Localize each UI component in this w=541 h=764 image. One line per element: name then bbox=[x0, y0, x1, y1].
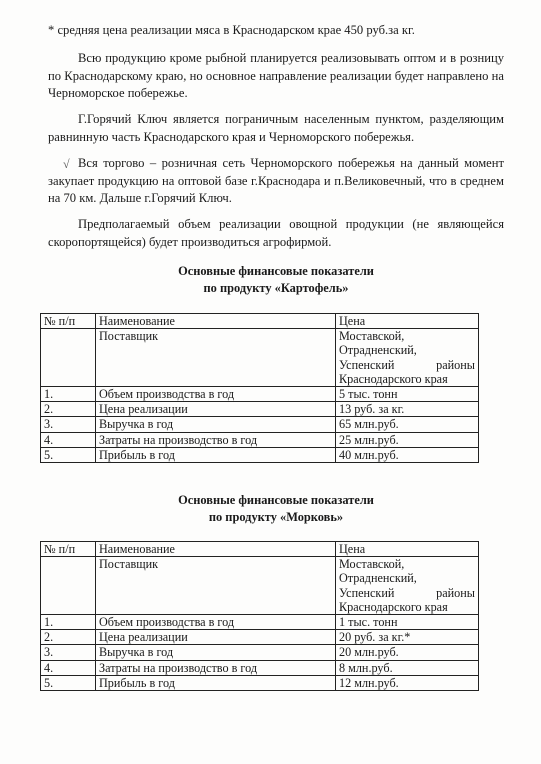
table-row bbox=[41, 660, 479, 675]
row-name: Цена реализации bbox=[96, 402, 336, 417]
paragraph-meat-price-note: * средняя цена реализации мяса в Краснодарском крае 450 руб.за кг. bbox=[48, 23, 415, 37]
row-value: 13 руб. за кг. bbox=[336, 402, 479, 417]
supplier-line3b: районы bbox=[436, 357, 475, 372]
table1-heading-line2: по продукту «Картофель» bbox=[203, 281, 349, 295]
table-row-supplier bbox=[41, 329, 479, 387]
table2-heading-line1: Основные финансовые показатели bbox=[178, 493, 374, 507]
table2-heading bbox=[48, 492, 504, 526]
row-num: 1. bbox=[41, 615, 96, 630]
supplier-line3 bbox=[339, 358, 475, 372]
row-num: 3. bbox=[41, 645, 96, 660]
supplier-line4: Краснодарского края bbox=[339, 371, 448, 386]
header-name: Наименование bbox=[96, 314, 336, 329]
row-num: 2. bbox=[41, 630, 96, 645]
row-name: Цена реализации bbox=[96, 630, 336, 645]
row-num: 3. bbox=[41, 417, 96, 432]
supplier-line3a: Успенский bbox=[339, 357, 395, 372]
supplier-line3a: Успенский bbox=[339, 585, 395, 600]
table-row bbox=[41, 447, 479, 462]
supplier-line3b: районы bbox=[436, 585, 475, 600]
paragraph-goryachy-klyuch: Г.Горячий Ключ является пограничным населенным пунктом, разделяющим равнинную часть Краснодарского края и Черноморского побережья. bbox=[48, 112, 504, 144]
row-value: 5 тыс. тонн bbox=[336, 387, 479, 402]
supplier-line1: Моставской, bbox=[339, 329, 405, 344]
header-num: № п/п bbox=[41, 542, 96, 557]
header-num: № п/п bbox=[41, 314, 96, 329]
supplier-line4: Краснодарского края bbox=[339, 599, 448, 614]
supplier-num-cell bbox=[41, 557, 96, 615]
table-header-row bbox=[41, 314, 479, 329]
row-name: Выручка в год bbox=[96, 645, 336, 660]
table2-heading-line2: по продукту «Морковь» bbox=[208, 510, 344, 524]
row-value: 12 млн.руб. bbox=[336, 675, 479, 690]
row-value: 40 млн.руб. bbox=[336, 447, 479, 462]
row-name: Затраты на производство в год bbox=[96, 660, 336, 675]
table-row bbox=[41, 630, 479, 645]
paragraph-retail-network: Вся торгово – розничная сеть Черноморского побережья на данный момент закупает продукцию на оптовой базе г.Краснодара и п.Великовечный, что в среднем на 70 км. Дальше г.Горячий Ключ. bbox=[48, 156, 504, 205]
row-name: Затраты на производство в год bbox=[96, 432, 336, 447]
supplier-line1: Моставской, bbox=[339, 557, 405, 572]
supplier-line3 bbox=[339, 586, 475, 600]
table-row bbox=[41, 645, 479, 660]
row-name: Прибыль в год bbox=[96, 675, 336, 690]
table1-heading-line1: Основные финансовые показатели bbox=[178, 264, 374, 278]
row-value: 20 млн.руб. bbox=[336, 645, 479, 660]
financial-table-carrot bbox=[40, 541, 479, 691]
header-price: Цена bbox=[336, 314, 479, 329]
table-row bbox=[41, 387, 479, 402]
table-header-row bbox=[41, 542, 479, 557]
row-value: 25 млн.руб. bbox=[336, 432, 479, 447]
supplier-line2: Отрадненский, bbox=[339, 571, 417, 586]
financial-table-potato bbox=[40, 313, 479, 463]
supplier-label: Поставщик bbox=[96, 557, 336, 615]
row-name: Объем производства в год bbox=[96, 387, 336, 402]
table-row bbox=[41, 402, 479, 417]
table-row bbox=[41, 615, 479, 630]
row-num: 1. bbox=[41, 387, 96, 402]
table-row bbox=[41, 675, 479, 690]
paragraph-vegetable-volume: Предполагаемый объем реализации овощной продукции (не являющейся скоропортящейся) будет производиться агрофирмой. bbox=[48, 217, 504, 249]
header-name: Наименование bbox=[96, 542, 336, 557]
table1-heading bbox=[48, 263, 504, 297]
supplier-value bbox=[336, 557, 479, 615]
row-name: Объем производства в год bbox=[96, 615, 336, 630]
row-name: Выручка в год bbox=[96, 417, 336, 432]
handwritten-check-mark: √ bbox=[63, 157, 70, 171]
row-value: 8 млн.руб. bbox=[336, 660, 479, 675]
row-value: 65 млн.руб. bbox=[336, 417, 479, 432]
table-row bbox=[41, 417, 479, 432]
row-num: 4. bbox=[41, 432, 96, 447]
header-price: Цена bbox=[336, 542, 479, 557]
paragraph-sales-plan: Всю продукцию кроме рыбной планируется реализовывать оптом и в розницу по Краснодарскому краю, но основное направление реализации будет направлено на Черноморское побережье. bbox=[48, 51, 504, 100]
row-num: 5. bbox=[41, 447, 96, 462]
supplier-num-cell bbox=[41, 329, 96, 387]
row-num: 4. bbox=[41, 660, 96, 675]
row-value: 1 тыс. тонн bbox=[336, 615, 479, 630]
row-name: Прибыль в год bbox=[96, 447, 336, 462]
supplier-line2: Отрадненский, bbox=[339, 343, 417, 358]
row-num: 5. bbox=[41, 675, 96, 690]
row-value: 20 руб. за кг.* bbox=[336, 630, 479, 645]
table-row-supplier bbox=[41, 557, 479, 615]
table-row bbox=[41, 432, 479, 447]
supplier-label: Поставщик bbox=[96, 329, 336, 387]
supplier-value bbox=[336, 329, 479, 387]
row-num: 2. bbox=[41, 402, 96, 417]
